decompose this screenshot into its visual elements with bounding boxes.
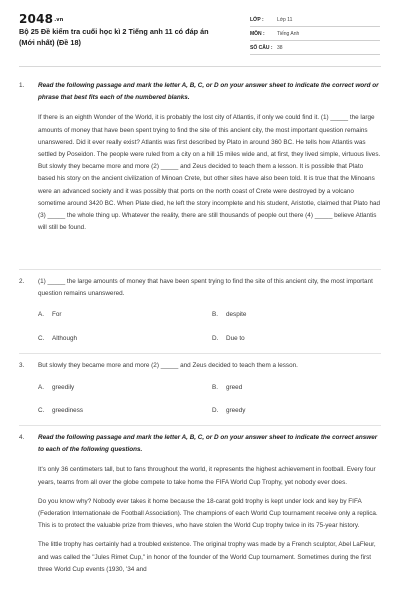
meta-row-question-count: [250, 41, 380, 55]
question-number: 4.: [19, 434, 25, 441]
option-text: For: [52, 311, 62, 318]
option-text: Due to: [226, 335, 245, 342]
passage-paragraph: If there is an eighth Wonder of the World, it is probably the lost city of Atlantis, if only we could find it. (1) _____ the large amounts of money that have been spent trying to find the site of this ancient city, the most important question remains unanswered. Did it ever really exist? Atlantis was first described by Plato in around 360 BC. He tells how Atlantis was settled by Poseidon. The people were ruled from a city on a hill 15 miles wide and, at first, they lived simple, virtuous lives. But slowly they became more and more (2) _____ and Zeus decided to teach them a lesson. It is possible that Plato based his story on the ancient civilization of Minoan Crete, but other sites have also been told. It is true that the Minoans were an advanced society and it was possibly that ports on the north coast of Crete were destroyed by a volcano sometime around 3420 BC. When Plate died, he left the story incomplete and his student, Aristotle, claimed that Plato had (3) _____ the whole thing up. Whatever the reality, there are still thousands of people out there (4) _____ believe Atlantis will still be found.: [38, 114, 381, 232]
question-number: 2.: [19, 278, 25, 285]
meta-key: LỚP :: [250, 16, 264, 23]
question-divider: [19, 353, 381, 354]
option-text: greed: [226, 384, 243, 391]
meta-row-class: [250, 13, 380, 27]
question-number: 1.: [19, 82, 25, 89]
option-d[interactable]: [212, 407, 245, 414]
meta-key: MÔN :: [250, 30, 265, 37]
option-a[interactable]: [38, 384, 74, 391]
option-label: D.: [212, 407, 219, 414]
logo-tld: .vn: [54, 17, 64, 23]
reading-passage: [38, 464, 381, 576]
question-instruction: Read the following passage and mark the letter A, B, C, or D on your answer sheet to indicate the correct answer to each of the following questions.: [38, 434, 378, 454]
question-number: 3.: [19, 362, 25, 369]
reading-passage: [38, 112, 381, 234]
option-label: B.: [212, 384, 218, 391]
option-a[interactable]: [38, 311, 62, 318]
option-text: greedily: [52, 384, 75, 391]
option-text: greediness: [52, 407, 84, 414]
option-d[interactable]: [212, 335, 245, 342]
option-label: C.: [38, 407, 45, 414]
question-text: (1) _____ the large amounts of money that have been spent trying to find the site of this ancient city, the most important question remains unanswered.: [38, 278, 373, 298]
question-divider: [19, 425, 381, 426]
logo-brand: 2048: [19, 12, 54, 26]
passage-paragraph: The little trophy has certainly had a troubled existence. The original trophy was made by a French sculptor, Abel LaFleur, and was called the "Jules Rimet Cup," in honor of the founder of the World Cup tournament. Sometimes during the first three World Cup events (1930, '34 and: [38, 541, 376, 573]
question-instruction: Read the following passage and mark the letter A, B, C, or D on your answer sheet to indicate the correct word or phrase that best fits each of the numbered blanks.: [38, 82, 379, 102]
question-3: [19, 360, 381, 372]
option-label: B.: [212, 311, 218, 318]
option-text: despite: [226, 311, 247, 318]
question-4: [19, 432, 381, 583]
question-divider: [19, 269, 381, 270]
site-logo[interactable]: [19, 12, 64, 26]
meta-value: Tiếng Anh: [277, 30, 300, 37]
option-label: D.: [212, 335, 219, 342]
meta-value: 38: [277, 44, 283, 51]
option-b[interactable]: [212, 311, 246, 318]
option-label: A.: [38, 384, 44, 391]
option-text: Although: [52, 335, 78, 342]
option-label: A.: [38, 311, 44, 318]
header-divider: [19, 66, 381, 67]
meta-key: SỐ CÂU :: [250, 44, 273, 51]
meta-info-table: [250, 13, 380, 55]
meta-value: Lớp 11: [277, 16, 293, 23]
passage-paragraph: Do you know why? Nobody ever takes it home because the 18-carat gold trophy is kept under lock and key by FIFA (Federation Internationale de Football Association). The champions of each World Cup tournament receive only a replica. This is to protect the valuable prize from thieves, who have stolen the World Cup trophy twice in its 75-year history.: [38, 497, 378, 530]
option-label: C.: [38, 335, 45, 342]
meta-row-subject: [250, 27, 380, 41]
option-b[interactable]: [212, 384, 242, 391]
document-title: Bộ 25 Đề kiểm tra cuối học kì 2 Tiếng anh 11 có đáp án (Mới nhất) (Đề 18): [19, 27, 209, 47]
option-text: greedy: [226, 407, 246, 414]
option-c[interactable]: [38, 335, 77, 342]
question-2: [19, 276, 381, 300]
passage-paragraph: It's only 36 centimeters tall, but to fans throughout the world, it represents the highest achievement in football. Every four years, teams from all over the globe compete to take home the FIFA World Cup Trophy, yet nobody ever does.: [38, 466, 376, 486]
question-text: But slowly they became more and more (2) _____ and Zeus decided to teach them a lesson.: [38, 362, 298, 369]
question-1: [19, 80, 381, 241]
option-c[interactable]: [38, 407, 83, 414]
